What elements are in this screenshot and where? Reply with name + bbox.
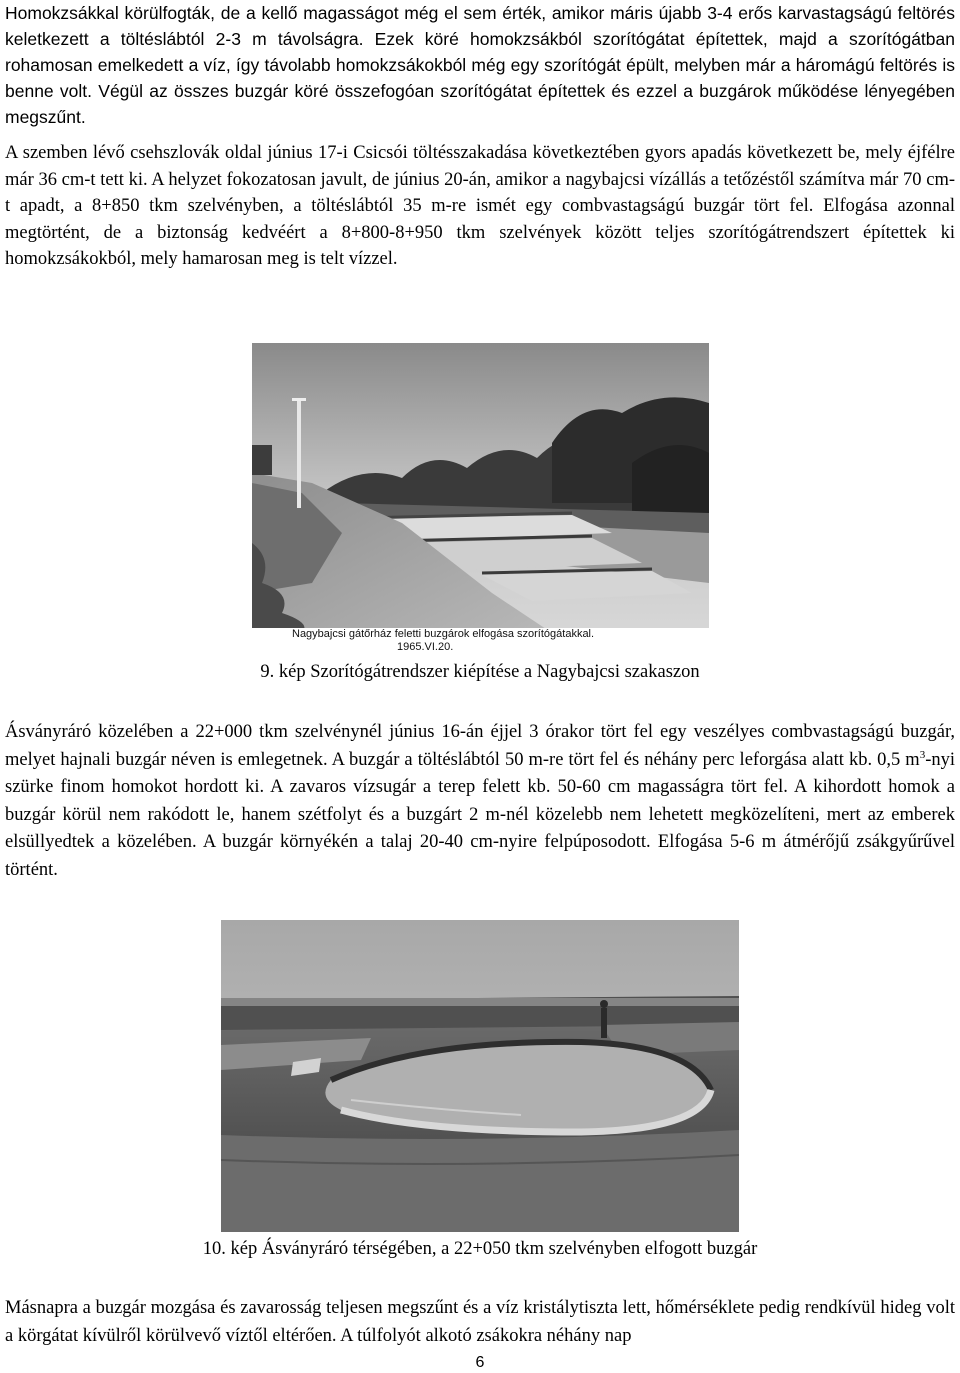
photo-elfogott-buzgar bbox=[221, 920, 739, 1232]
paragraph-csicso: A szemben lévő csehszlovák oldal június 17-i Csicsói töltésszakadása következtében gyors apadás következett be, mely éjfélre már 36 cm-t tett ki. A helyzet fokozatosan javult, de június 20-án, amikor a nagybajcsi vízállás a tetőzéstől számítva már 70 cm-t apadt, a 8+850 tkm szelvényben, a töltéslábtól 35 m-re ismét egy combvastagságú buzgár tört fel. Elfogása azonnal megtörtént, de a biztonság kedvéért a 8+800-8+950 tkm szelvények között teljes szorítógátrendszert építettek ki homokzsákokból, mely hamarosan meg is telt vízzel. bbox=[5, 143, 955, 269]
photo-szoritogat-nagybajcs bbox=[252, 343, 709, 656]
cubic-superscript: 3 bbox=[919, 748, 926, 761]
caption-photo-10: 10. kép Ásványráró térségében, a 22+050 tkm szelvényben elfogott buzgár bbox=[202, 1239, 758, 1259]
caption-photo-9: 9. kép Szorítógátrendszer kiépítése a Nagybajcsi szakaszon bbox=[260, 662, 700, 682]
page-number: 6 bbox=[475, 1354, 485, 1371]
paragraph-intro: Homokzsákkal körülfogták, de a kellő magasságot még el sem érték, amikor máris újabb 3-4 erős karvastagságú feltörés keletkezett a töltéslábtól 2-3 m távolságra. Ezek köré homokzsákból szorítógátat építettek, majd a szorítógátban rohamosan emelkedett a víz, így távolabb homokzsákokból még egy szorítógát épült, melyben már a háromágú feltörés is benne volt. Végül az összes buzgár köré összefogóan szorítógátat építettek és ezzel a buzgárok működése lényegében megszűnt. bbox=[5, 3, 955, 127]
photo-inscription-date: 1965.VI.20. bbox=[397, 641, 454, 653]
paragraph-asvanyraro-text-part2: -nyi szürke finom homokot hordott ki. A zavaros vízsugár a terep felett kb. 50-60 cm magasságra tört fel. A kihordott homok a buzgár körül nem rakódott le, hanem szétfolyt és a buzgárt 2 m-nél közelebb nem lehetett megközelíteni, mert az emberek elsüllyedtek a közelében. A buzgár környékén a talaj 20-40 cm-nyire felpúposodott. Elfogása 5-6 m átmérőjű zsákgyűrűvel történt. bbox=[5, 749, 955, 880]
paragraph-masnapra: Másnapra a buzgár mozgása és zavarosság teljesen megszűnt és a víz kristálytiszta lett, hőmérséklete pedig rendkívül hideg volt a körgátat kívülről körülvevő víztől eltérően. A túlfolyót alkotó zsákokra néhány nap bbox=[5, 1298, 955, 1346]
paragraph-asvanyraro bbox=[5, 719, 955, 884]
paragraph-asvanyraro-text-part1: Ásványráró közelében a 22+000 tkm szelvénynél június 16-án éjjel 3 órakor tört fel egy veszélyes combvastagságú buzgár, melyet hajnali buzgár néven is emlegetnek. A buzgár a töltéslábtól 50 m-re tört fel és néhány perc leforgása alatt kb. 0,5 m bbox=[5, 722, 955, 770]
photo-inscription-line1: Nagybajcsi gátőrház feletti buzgárok elfogása szorítógátakkal. bbox=[292, 628, 595, 640]
